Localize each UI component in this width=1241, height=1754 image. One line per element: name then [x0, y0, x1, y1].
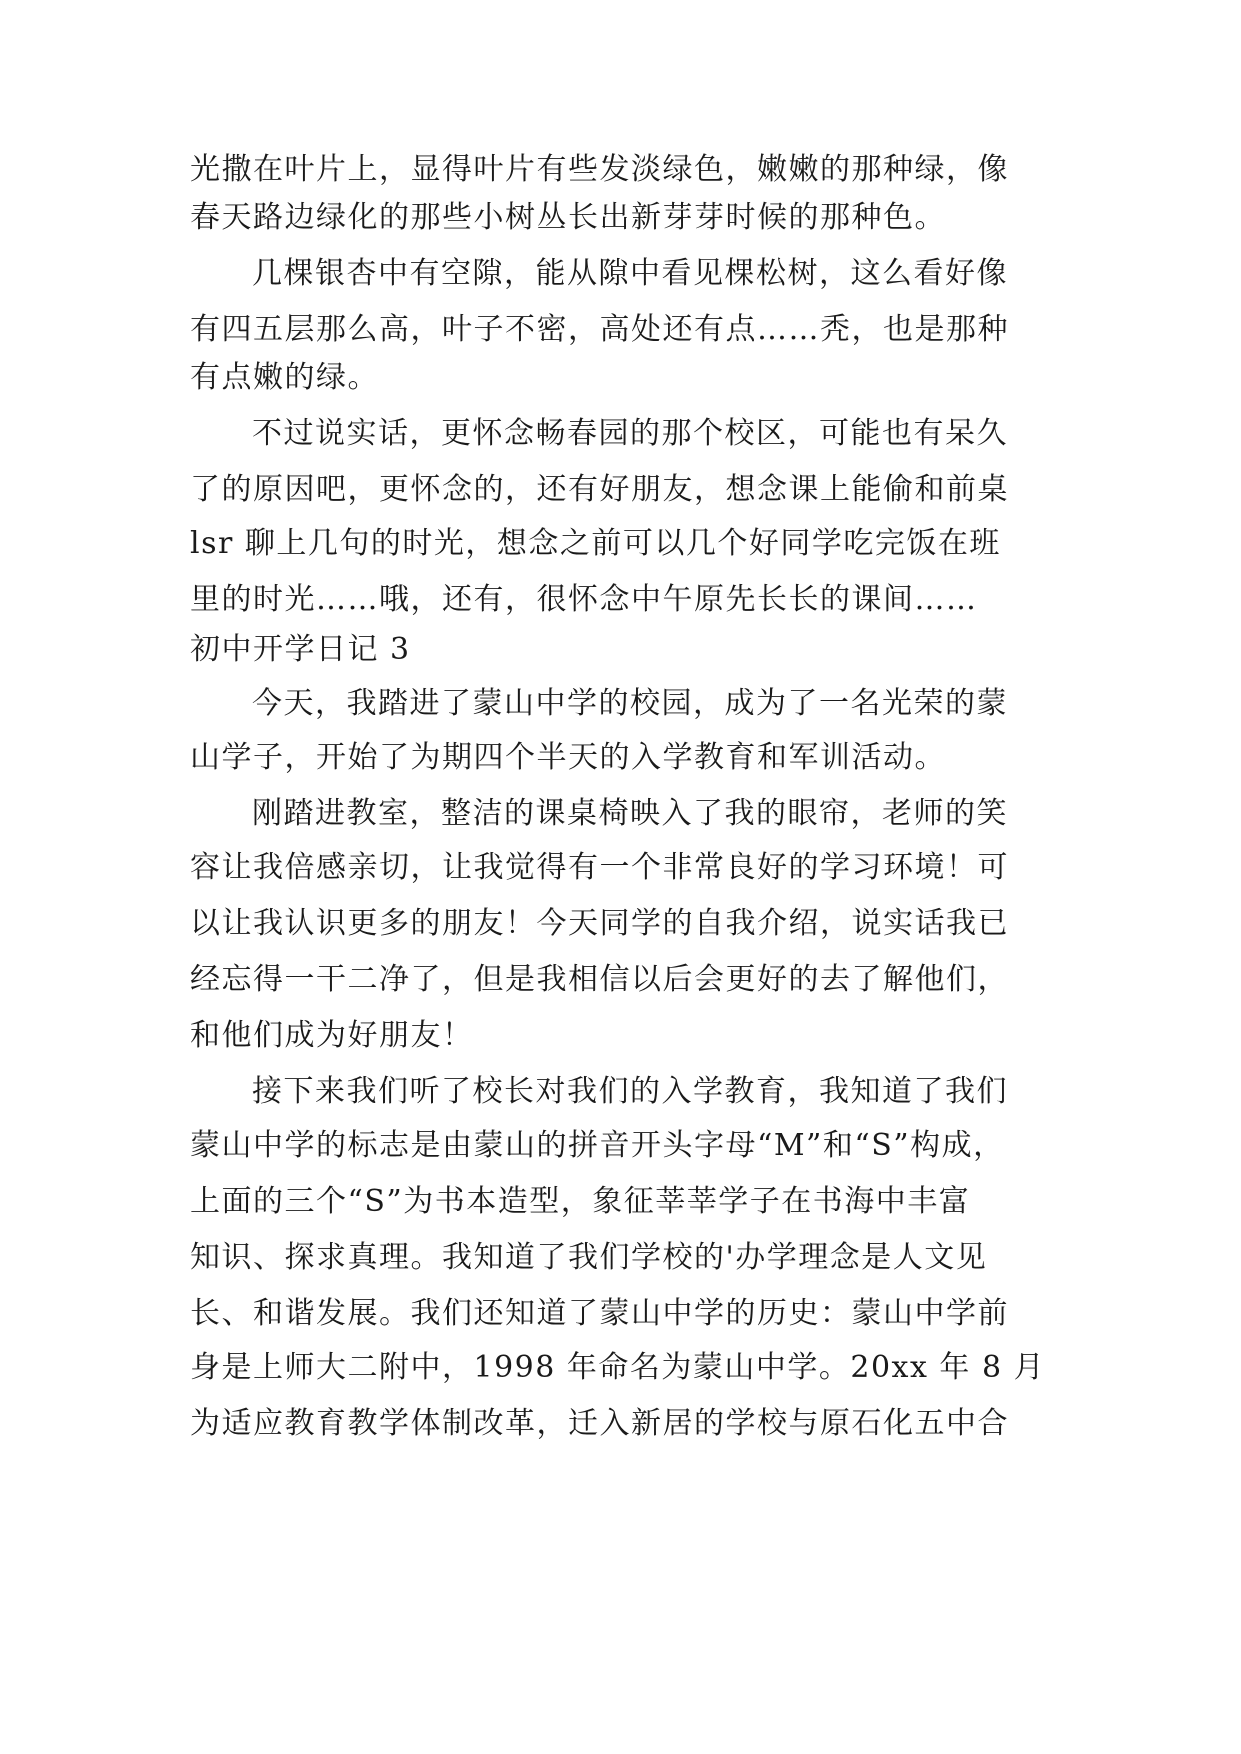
- text-line: 了的原因吧，更怀念的，还有好朋友，想念课上能偷和前桌: [190, 472, 1009, 507]
- text-line: 有四五层那么高，叶子不密，高处还有点……秃，也是那种: [190, 312, 1009, 347]
- text-line: 上面的三个“S”为书本造型，象征莘莘学子在书海中丰富: [190, 1184, 971, 1219]
- section-heading: 初中开学日记 3: [190, 632, 411, 667]
- text-line: lsr 聊上几句的时光，想念之前可以几个好同学吃完饭在班: [190, 526, 1001, 561]
- paragraph-first-line: 刚踏进教室，整洁的课桌椅映入了我的眼帘，老师的笑: [252, 796, 1008, 831]
- paragraph-first-line: 今天，我踏进了蒙山中学的校园，成为了一名光荣的蒙: [252, 686, 1008, 721]
- text-line: 以让我认识更多的朋友！今天同学的自我介绍，说实话我已: [190, 906, 1009, 941]
- text-line: 容让我倍感亲切，让我觉得有一个非常良好的学习环境！可: [190, 850, 1009, 885]
- text-line: 为适应教育教学体制改革，迁入新居的学校与原石化五中合: [190, 1406, 1009, 1441]
- text-line: 知识、探求真理。我知道了我们学校的'办学理念是人文见: [190, 1240, 988, 1275]
- text-line: 春天路边绿化的那些小树丛长出新芽芽时候的那种色。: [190, 200, 946, 235]
- text-line: 身是上师大二附中，1998 年命名为蒙山中学。20xx 年 8 月: [190, 1350, 1046, 1385]
- text-line: 山学子，开始了为期四个半天的入学教育和军训活动。: [190, 740, 946, 775]
- text-line: 长、和谐发展。我们还知道了蒙山中学的历史：蒙山中学前: [190, 1296, 1009, 1331]
- text-line: 和他们成为好朋友！: [190, 1018, 474, 1053]
- text-line: 经忘得一干二净了，但是我相信以后会更好的去了解他们，: [190, 962, 1009, 997]
- text-line: 里的时光……哦，还有，很怀念中午原先长长的课间……: [190, 582, 978, 617]
- text-line: 蒙山中学的标志是由蒙山的拼音开头字母“M”和“S”构成，: [190, 1128, 1005, 1163]
- text-line: 光撒在叶片上，显得叶片有些发淡绿色，嫩嫩的那种绿，像: [190, 152, 1009, 187]
- text-line: 有点嫩的绿。: [190, 360, 379, 395]
- paragraph-first-line: 不过说实话，更怀念畅春园的那个校区，可能也有呆久: [252, 416, 1008, 451]
- paragraph-first-line: 接下来我们听了校长对我们的入学教育，我知道了我们: [252, 1074, 1008, 1109]
- paragraph-first-line: 几棵银杏中有空隙，能从隙中看见棵松树，这么看好像: [252, 256, 1008, 291]
